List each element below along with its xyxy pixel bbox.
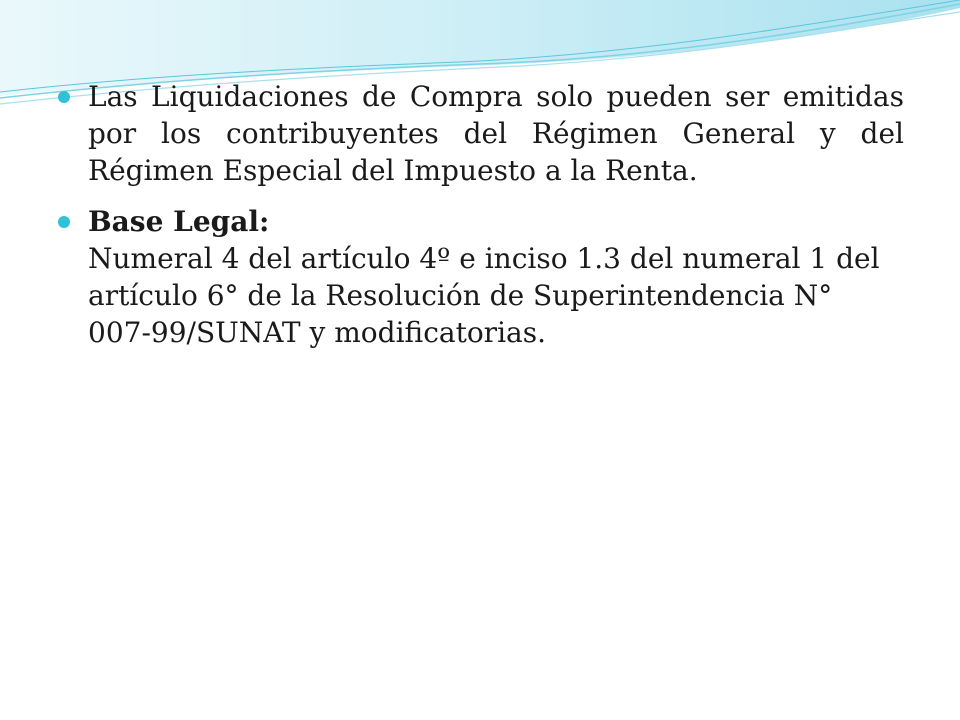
slide-content <box>58 78 904 365</box>
bullet-item-1 <box>58 78 904 189</box>
bullet-dot-icon <box>58 216 70 228</box>
base-legal-line-2: artículo 6° de la Resolución de Superintendencia N° <box>88 279 833 312</box>
base-legal-line-3: 007-99/SUNAT y modificatorias. <box>88 316 546 349</box>
bullet-item-2 <box>58 203 904 351</box>
base-legal-line-1: Numeral 4 del artículo 4º e inciso 1.3 del numeral 1 del <box>88 242 880 275</box>
bullet-text: Las Liquidaciones de Compra solo pueden ser emitidas por los contribuyentes del Régimen General y del Régimen Especial del Impuesto a la Renta. <box>88 80 904 187</box>
base-legal-heading: Base Legal: <box>88 205 270 238</box>
bullet-dot-icon <box>58 91 70 103</box>
